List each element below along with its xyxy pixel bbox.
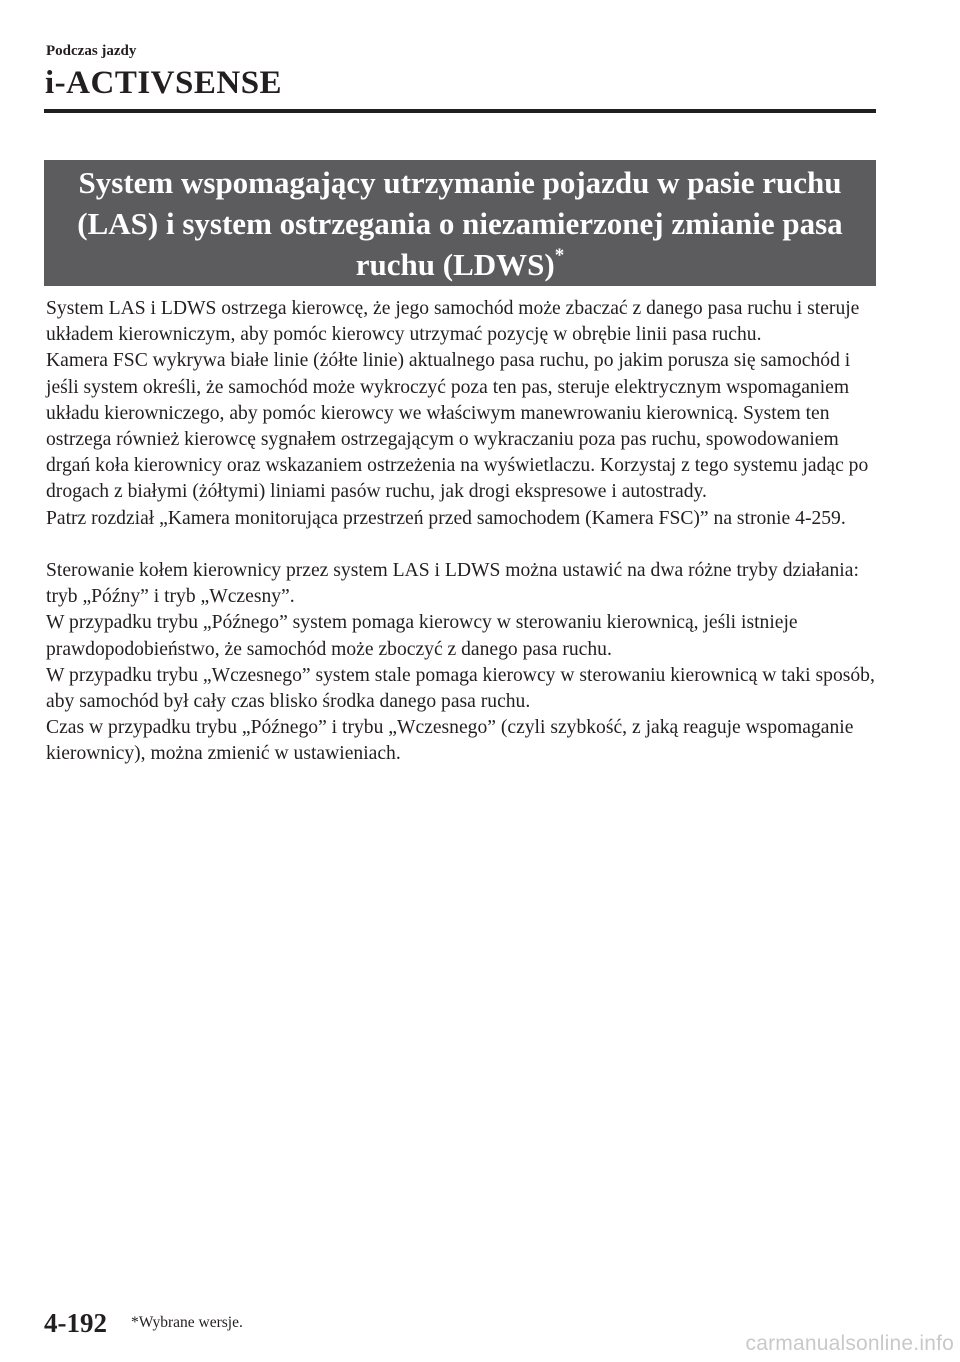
paragraph-early-mode: W przypadku trybu „Wczesnego” system stale pomaga kierowcy w sterowaniu kierownicą w taki sposób, aby samochód był cały czas blisko środka danego pasa ruchu.	[46, 664, 875, 713]
watermark: carmanualsonline.info	[745, 1332, 954, 1355]
paragraph-modes: Sterowanie kołem kierownicy przez system LAS i LDWS można ustawić na dwa różne tryby działania: tryb „Późny” i tryb „Wczesny”.	[46, 560, 859, 608]
body-text	[46, 296, 886, 768]
chapter-title: i-ACTIVSENSE	[45, 65, 283, 101]
header-divider	[44, 109, 876, 113]
section-title-box	[44, 160, 876, 286]
paragraph-timing: Czas w przypadku trybu „Późnego” i trybu „Wczesnego” (czyli szybkość, z jaką reaguje wspomaganie kierownicy), można zmienić w ustawieniach.	[46, 717, 854, 765]
paragraph-intro: System LAS i LDWS ostrzega kierowcę, że jego samochód może zbaczać z danego pasa ruchu i steruje układem kierowniczym, aby pomóc kierowcy utrzymać pozycję w obrębie linii pasa ruchu.	[46, 298, 860, 346]
paragraph-late-mode: W przypadku trybu „Późnego” system pomaga kierowcy w sterowaniu kierownicą, jeśli istnieje prawdopodobieństwo, że samochód może zboczyć z danego pasa ruchu.	[46, 612, 798, 660]
paragraph-reference: Patrz rozdział „Kamera monitorująca przestrzeń przed samochodem (Kamera FSC)” na stronie 4-259.	[46, 507, 846, 529]
title-line-1: System wspomagający utrzymanie pojazdu w pasie ruchu	[78, 165, 842, 200]
page-number: 4-192	[44, 1308, 107, 1338]
paragraph-camera: Kamera FSC wykrywa białe linie (żółte linie) aktualnego pasa ruchu, po jakim porusza się samochód i jeśli system określi, że samochód może wykroczyć poza ten pas, steruje elektrycznym wspomaganiem układu kierowniczego, aby pomóc kierowcy we właściwym manewrowaniu kierownicą. System ten ostrzega również kierowcę sygnałem ostrzegającym o wykraczaniu poza pas ruchu, spowodowaniem drgań koła kierownicy oraz wskazaniem ostrzeżenia na wyświetlaczu. Korzystaj z tego systemu jadąc po drogach z białymi (żółtymi) liniami pasów ruchu, jak drogi ekspresowe i autostrady.	[46, 350, 869, 503]
title-line-2: (LAS) i system ostrzegania o niezamierzonej zmianie pasa	[77, 206, 843, 241]
section-label: Podczas jazdy	[46, 43, 137, 59]
optional-equipment-marker: *	[554, 244, 565, 266]
footnote: *Wybrane wersje.	[131, 1314, 243, 1331]
title-line-3-text: ruchu (LDWS)	[355, 247, 555, 282]
title-line-3	[44, 244, 876, 285]
